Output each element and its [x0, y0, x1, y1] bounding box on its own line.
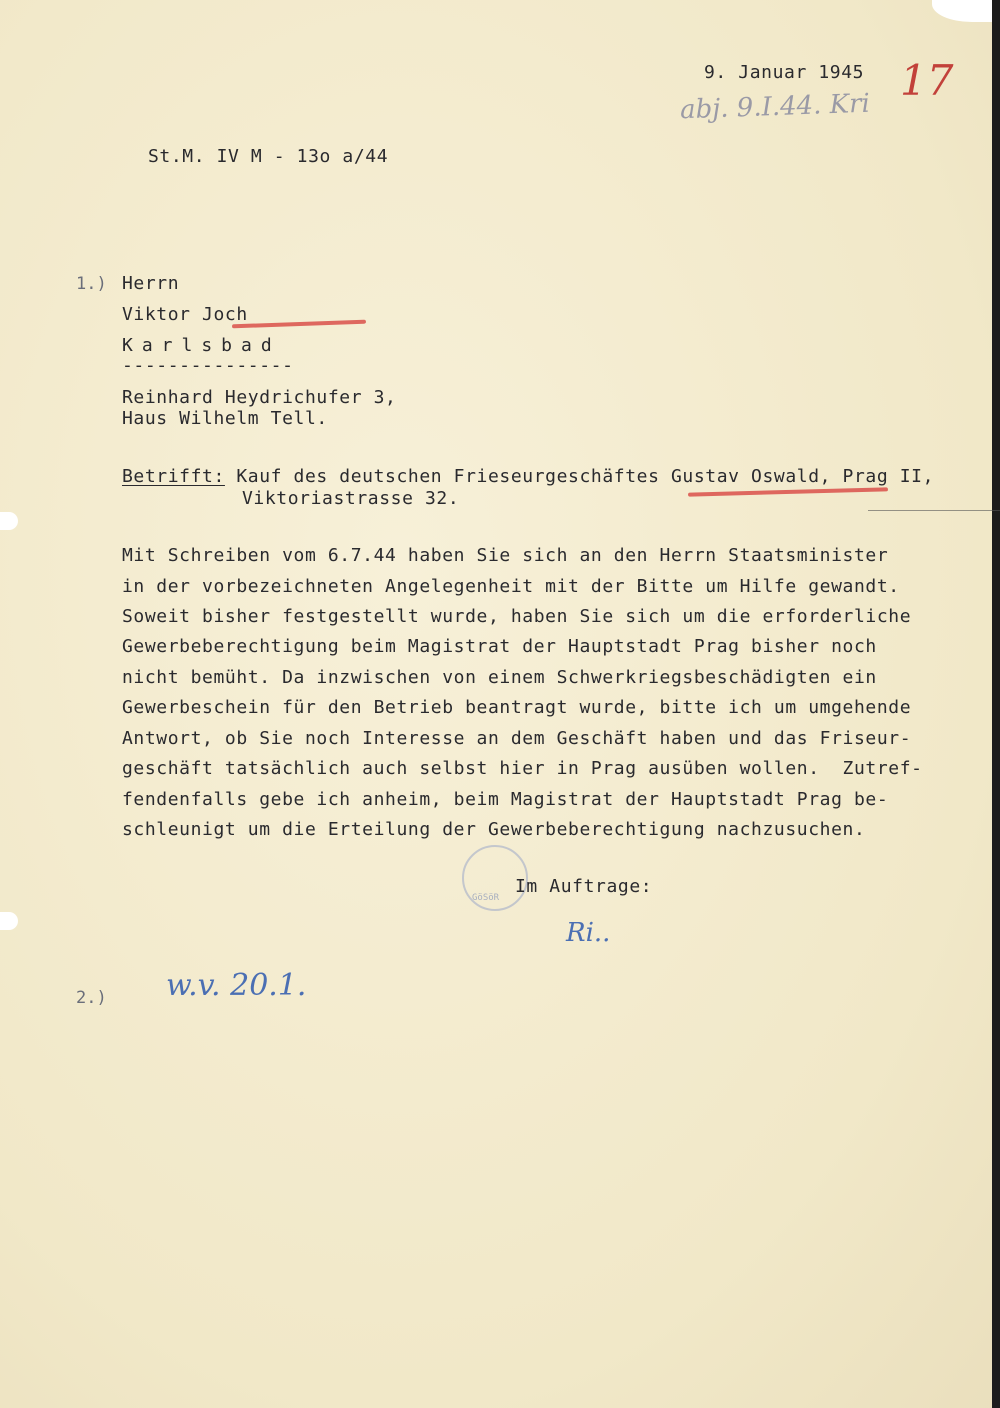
recipient-name: Viktor Joch	[122, 304, 248, 325]
item-2-marker: 2.)	[76, 988, 107, 1008]
closing-phrase: Im Auftrage:	[515, 876, 653, 897]
item-2-handwritten: w.v. 20.1.	[166, 968, 307, 1003]
recipient-city: Karlsbad	[122, 335, 281, 356]
handwritten-note: abj. 9.I.44. Kri	[679, 88, 871, 126]
stamp-label: GöSöR	[472, 893, 500, 903]
subject-text-1: Kauf des deutschen Frieseurgeschäftes Gustav Oswald, Prag II,	[224, 466, 935, 487]
reference-number: St.M. IV M - 13o a/44	[148, 146, 389, 167]
body-line-9: fendenfalls gebe ich anheim, beim Magistrat der Hauptstadt Prag be-	[122, 789, 889, 810]
body-line-8: geschäft tatsächlich auch selbst hier in Prag ausüben wollen. Zutref-	[122, 758, 923, 779]
pencil-line	[868, 510, 1000, 511]
red-underline-name	[232, 320, 366, 329]
punch-hole-bottom	[0, 912, 18, 930]
subject-label: Betrifft:	[122, 466, 225, 487]
item-1-marker: 1.)	[76, 274, 107, 294]
body-line-10: schleunigt um die Erteilung der Gewerbeberechtigung nachzusuchen.	[122, 819, 866, 840]
body-line-1: Mit Schreiben vom 6.7.44 haben Sie sich an den Herrn Staatsminister	[122, 545, 889, 566]
body-line-2: in der vorbezeichneten Angelegenheit mit der Bitte um Hilfe gewandt.	[122, 576, 900, 597]
body-line-6: Gewerbeschein für den Betrieb beantragt wurde, bitte ich um umgehende	[122, 697, 912, 718]
signature-initial: Ri..	[566, 918, 611, 948]
red-underline-subject	[688, 487, 888, 496]
salutation: Herrn	[122, 273, 180, 294]
body-line-4: Gewerbeberechtigung beim Magistrat der Hauptstadt Prag bisher noch	[122, 636, 877, 657]
city-rule: ---------------	[122, 355, 294, 376]
scan-edge	[992, 0, 1000, 1408]
torn-corner	[932, 0, 992, 22]
recipient-house: Haus Wilhelm Tell.	[122, 408, 328, 429]
recipient-street: Reinhard Heydrichufer 3,	[122, 387, 397, 408]
subject-line-2: Viktoriastrasse 32.	[242, 488, 460, 509]
punch-hole-top	[0, 512, 18, 530]
letter-date: 9. Januar 1945	[704, 62, 865, 83]
subject-line-1	[122, 466, 934, 487]
body-line-5: nicht bemüht. Da inzwischen von einem Schwerkriegsbeschädigten ein	[122, 667, 877, 688]
body-line-3: Soweit bisher festgestellt wurde, haben Sie sich um die erforderliche	[122, 606, 912, 627]
body-line-7: Antwort, ob Sie noch Interesse an dem Geschäft haben und das Friseur-	[122, 728, 912, 749]
folio-number: 17	[900, 56, 954, 105]
